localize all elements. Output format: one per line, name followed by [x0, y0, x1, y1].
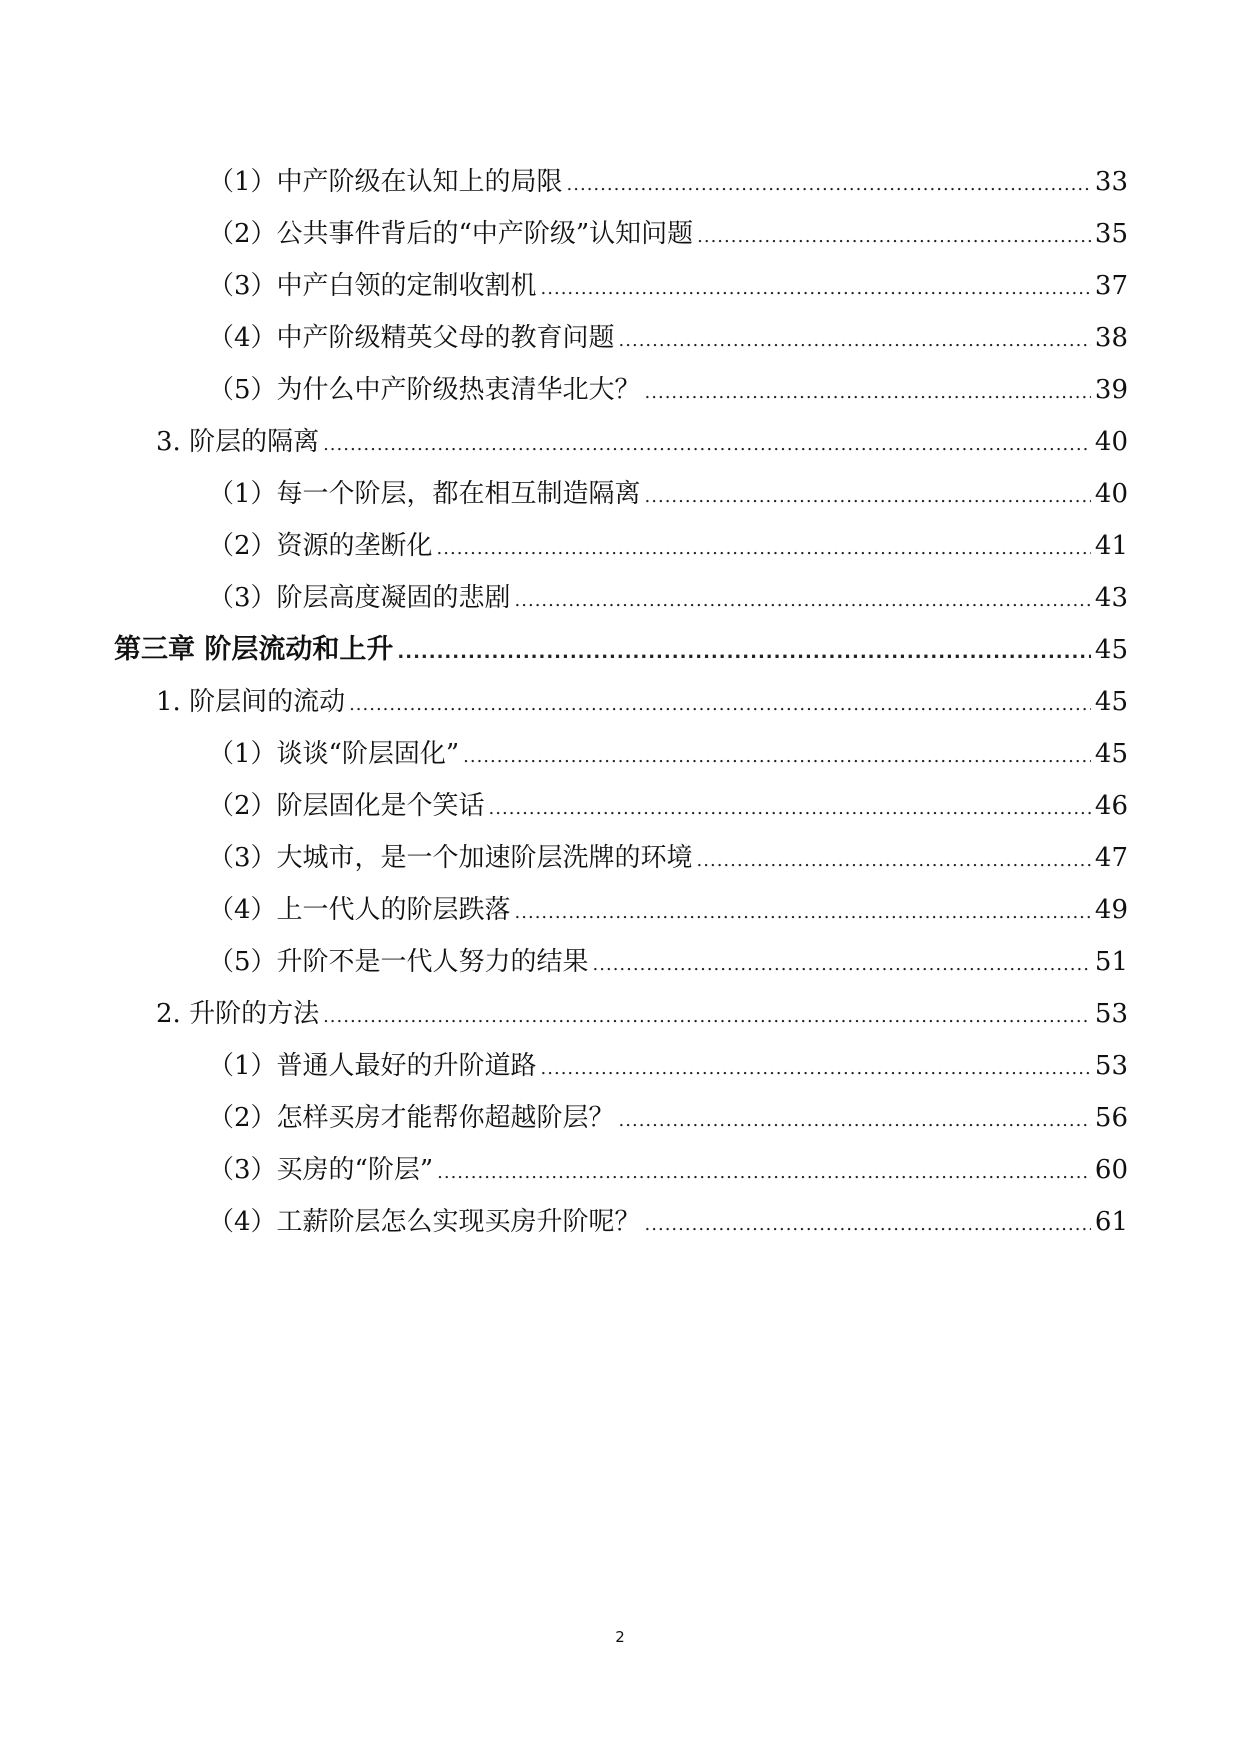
toc-dot-leader: [541, 269, 1091, 309]
toc-entry-page: 49: [1094, 895, 1128, 925]
toc-dot-leader: [541, 1049, 1091, 1089]
toc-dot-leader: [697, 217, 1091, 257]
toc-entry-title: （1）中产阶级在认知上的局限: [208, 167, 563, 197]
toc-entry-title: （2）公共事件背后的“中产阶级”认知问题: [208, 219, 694, 249]
toc-entry-page: 33: [1094, 167, 1128, 197]
toc-entry-page: 35: [1094, 219, 1128, 249]
toc-entry-title: （3）大城市，是一个加速阶层洗牌的环境: [208, 843, 693, 873]
toc-entry[interactable]: [208, 734, 1128, 774]
toc-entry[interactable]: [156, 422, 1128, 462]
toc-dot-leader: [593, 945, 1091, 985]
toc-entry-page: 40: [1094, 479, 1128, 509]
toc-entry-page: 56: [1094, 1103, 1128, 1133]
toc-entry[interactable]: [208, 266, 1128, 306]
toc-entry-title: （4）上一代人的阶层跌落: [208, 895, 511, 925]
toc-dot-leader: [515, 893, 1091, 933]
toc-entry[interactable]: [156, 994, 1128, 1034]
page-number: 2: [615, 1628, 625, 1646]
toc-chapter-title: 第三章 阶层流动和上升: [114, 634, 394, 665]
toc-entry-page: 53: [1094, 999, 1128, 1029]
toc-dot-leader: [397, 633, 1091, 673]
toc-entry-title: （2）怎样买房才能帮你超越阶层？: [208, 1103, 615, 1133]
toc-entry-page: 41: [1094, 531, 1128, 561]
toc-entry-title: （4）工薪阶层怎么实现买房升阶呢？: [208, 1207, 641, 1237]
toc-dot-leader: [463, 737, 1091, 777]
toc-entry-title: （2）资源的垄断化: [208, 531, 433, 561]
toc-entry-page: 38: [1094, 323, 1128, 353]
toc-entry[interactable]: [208, 526, 1128, 566]
toc-entry[interactable]: [208, 786, 1128, 826]
toc-dot-leader: [349, 685, 1091, 725]
toc-entry[interactable]: [208, 1202, 1128, 1242]
toc-dot-leader: [437, 1153, 1091, 1193]
toc-entry[interactable]: [156, 682, 1128, 722]
toc-dot-leader: [489, 789, 1091, 829]
toc-entry-page: 43: [1094, 583, 1128, 613]
toc-dot-leader: [437, 529, 1091, 569]
toc-entry[interactable]: [208, 318, 1128, 358]
toc-entry-title: （1）谈谈“阶层固化”: [208, 739, 460, 769]
toc-entry-page: 51: [1094, 947, 1128, 977]
toc-dot-leader: [645, 1205, 1091, 1245]
toc-entry[interactable]: [208, 1150, 1128, 1190]
toc-entry[interactable]: [208, 474, 1128, 514]
toc-entry-page: 46: [1094, 791, 1128, 821]
toc-entry[interactable]: [208, 942, 1128, 982]
toc-dot-leader: [619, 321, 1091, 361]
toc-entry-title: （2）阶层固化是个笑话: [208, 791, 485, 821]
toc-entry[interactable]: [208, 578, 1128, 618]
toc-dot-leader: [645, 373, 1091, 413]
toc-entry-title: （1）每一个阶层，都在相互制造隔离: [208, 479, 641, 509]
toc-entry[interactable]: [208, 890, 1128, 930]
toc-entry-title: 3. 阶层的隔离: [156, 427, 320, 457]
toc-dot-leader: [515, 581, 1091, 621]
toc-entry-page: 45: [1094, 739, 1128, 769]
toc-entry-page: 45: [1094, 635, 1128, 665]
toc-chapter-entry[interactable]: [114, 630, 1128, 670]
toc-entry-title: （3）买房的“阶层”: [208, 1155, 434, 1185]
toc-entry-title: 2. 升阶的方法: [156, 999, 320, 1029]
toc-entry-page: 39: [1094, 375, 1128, 405]
toc-entry-title: （3）中产白领的定制收割机: [208, 271, 537, 301]
toc-entry-title: 1. 阶层间的流动: [156, 687, 346, 717]
toc-entry[interactable]: [208, 214, 1128, 254]
toc-entry[interactable]: [208, 370, 1128, 410]
toc-dot-leader: [323, 425, 1091, 465]
toc-entry-title: （4）中产阶级精英父母的教育问题: [208, 323, 615, 353]
toc-dot-leader: [697, 841, 1091, 881]
toc-entry-page: 37: [1094, 271, 1128, 301]
toc-entry-title: （5）升阶不是一代人努力的结果: [208, 947, 589, 977]
toc-entry-page: 45: [1094, 687, 1128, 717]
toc-entry-title: （3）阶层高度凝固的悲剧: [208, 583, 511, 613]
toc-dot-leader: [645, 477, 1091, 517]
toc-entry-page: 47: [1094, 843, 1128, 873]
toc-entry[interactable]: [208, 1046, 1128, 1086]
toc-entry-page: 61: [1094, 1207, 1128, 1237]
toc-dot-leader: [323, 997, 1091, 1037]
toc-entry-title: （1）普通人最好的升阶道路: [208, 1051, 537, 1081]
toc-dot-leader: [567, 165, 1091, 205]
toc-entry-page: 60: [1094, 1155, 1128, 1185]
toc-entry[interactable]: [208, 838, 1128, 878]
toc-dot-leader: [619, 1101, 1091, 1141]
toc-entry[interactable]: [208, 1098, 1128, 1138]
toc-entry-title: （5）为什么中产阶级热衷清华北大？: [208, 375, 641, 405]
toc-entry-page: 40: [1094, 427, 1128, 457]
toc-entry-page: 53: [1094, 1051, 1128, 1081]
toc-entry[interactable]: [208, 162, 1128, 202]
